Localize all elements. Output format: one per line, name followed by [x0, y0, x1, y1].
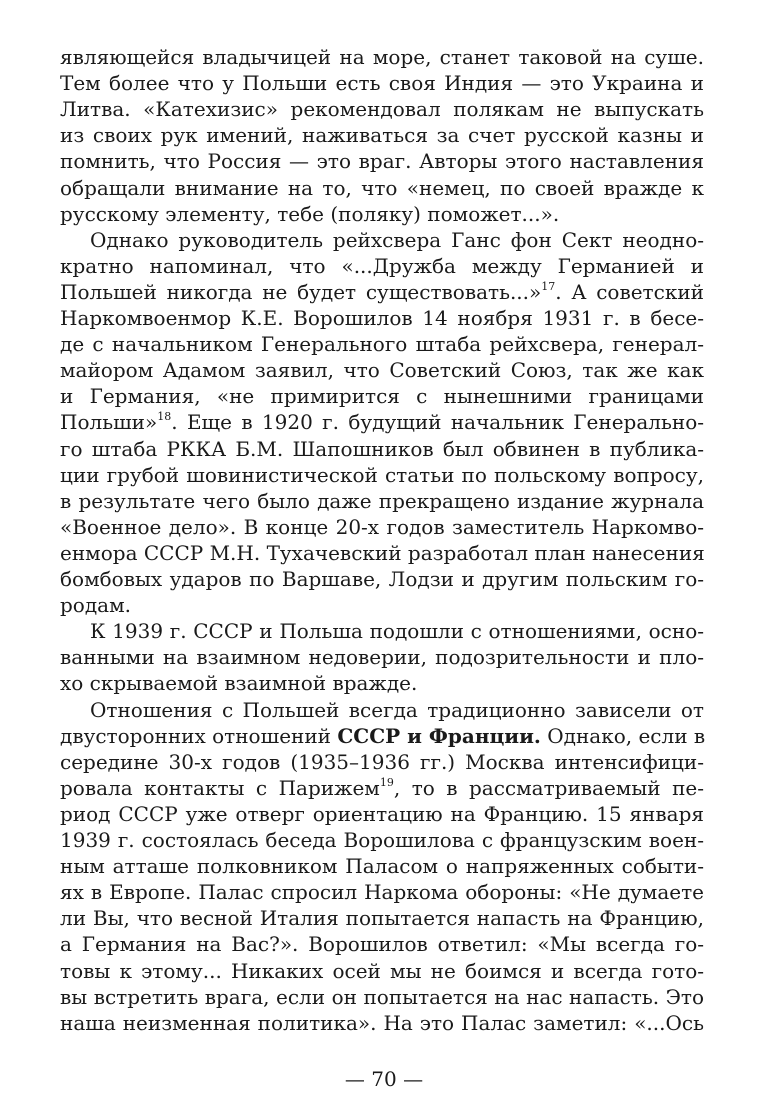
text-run: К 1939 г. СССР и Польша подошли с отношениями, осно-: [90, 619, 704, 644]
text-run: Польши»: [60, 410, 158, 435]
text-run: хо скрываемой взаимной вражде.: [60, 671, 418, 696]
footnote-ref: 17: [541, 279, 556, 293]
text-line: [60, 671, 704, 695]
text-run: наша неизменная политика». На это Палас заметил: «...Ось: [60, 1010, 704, 1035]
text-line: [60, 932, 704, 956]
text-line: [60, 828, 704, 852]
text-run: Наркомвоенмор К.Е. Ворошилов 14 ноября 1931 г. в бесе-: [60, 306, 704, 330]
text-run: . Еще в 1920 г. будущий начальник Генерально-: [171, 410, 704, 435]
text-run: ровала контакты с Парижем: [60, 775, 380, 800]
text-line: [60, 410, 704, 434]
text-run: являющейся владычицей на море, станет таковой на суше.: [60, 45, 704, 69]
text-run: бомбовых ударов по Варшаве, Лодзи и другим польским го-: [60, 567, 704, 591]
text-run: ванными на взаимном недоверии, подозрительности и пло-: [60, 645, 704, 670]
text-run: Польшей никогда не будет существовать...»: [60, 279, 542, 304]
text-run: товы к этому... Никаких осей мы не боимся и всегда гото-: [60, 958, 704, 983]
text-run: риод СССР уже отверг ориентацию на Францию. 15 января: [60, 801, 704, 826]
text-run: и Германия, «не примирится с нынешними границами: [60, 384, 704, 409]
text-run: 1939 г. состоялась беседа Ворошилова с французским воен-: [60, 828, 704, 852]
page-number: — 70 —: [344, 1067, 424, 1091]
text-line: [60, 149, 704, 173]
text-line: [60, 645, 704, 669]
text-run: обращали внимание на то, что «немец, по своей вражде к: [60, 175, 704, 200]
text-line: [60, 280, 704, 304]
text-run: Отношения с Польшей всегда традиционно зависели от: [90, 697, 704, 722]
text-run: енмора СССР М.Н. Тухачевский разработал план нанесения: [60, 540, 705, 565]
text-run: в результате чего было даже прекращено издание журнала: [60, 488, 704, 513]
text-line: [60, 959, 704, 983]
text-line: [60, 176, 704, 200]
text-line: [60, 97, 704, 121]
text-line: [60, 71, 704, 95]
text-run: Литва. «Катехизис» рекомендовал полякам не выпускать: [60, 97, 704, 122]
text-line: [60, 463, 704, 487]
text-line: [60, 332, 704, 356]
text-line: [60, 1011, 704, 1035]
text-run: русскому элементу, тебе (поляку) поможет...».: [60, 201, 560, 226]
text-run: помнить, что Россия — это враг. Авторы этого наставления: [60, 149, 704, 174]
text-line: [60, 802, 704, 826]
text-line: [60, 724, 704, 748]
text-line: [90, 619, 704, 643]
text-line: [60, 437, 704, 461]
text-line: [60, 567, 704, 591]
text-line: [90, 228, 704, 252]
text-run: ях в Европе. Палас спросил Наркома обороны: «Не думаете: [60, 880, 704, 905]
text-run: Тем более что у Польши есть своя Индия — это Украина и: [60, 71, 704, 96]
text-run: майором Адамом заявил, что Советский Союз, так же как: [60, 358, 704, 383]
text-run: Однако, если в: [540, 723, 706, 748]
text-run: Однако руководитель рейхсвера Ганс фон Сект неодно-: [90, 227, 704, 252]
text-line: [60, 306, 704, 330]
text-run: ции грубой шовинистической статьи по польскому вопросу,: [60, 462, 704, 487]
text-line: [90, 698, 704, 722]
text-run: , то в рассматриваемый пе-: [393, 775, 704, 800]
text-line: [60, 489, 704, 513]
text-line: [60, 906, 704, 930]
text-run: «Военное дело». В конце 20-х годов заместитель Наркомво-: [60, 514, 704, 539]
text-line: [60, 854, 704, 878]
text-line: [60, 254, 704, 278]
text-line: [60, 985, 704, 1009]
text-run: ли Вы, что весной Италия попытается напасть на Францию,: [60, 906, 704, 931]
text-run: вы встретить врага, если он попытается на нас напасть. Это: [60, 984, 704, 1009]
text-line: [60, 541, 704, 565]
text-run: кратно напоминал, что «...Дружба между Германией и: [60, 253, 704, 278]
text-run: родам.: [60, 593, 131, 618]
text-line: [60, 45, 704, 69]
footnote-ref: 19: [379, 775, 394, 789]
text-line: [60, 750, 704, 774]
text-run: двусторонних отношений: [60, 723, 338, 748]
text-run: середине 30-х годов (1935–1936 гг.) Москва интенсифици-: [60, 749, 704, 774]
text-run: го штаба РККА Б.М. Шапошников был обвинен в публика-: [60, 436, 704, 461]
text-line: [60, 515, 704, 539]
text-run: ным атташе полковником Паласом о напряженных событи-: [60, 854, 704, 879]
text-line: [60, 202, 704, 226]
text-run: де с начальником Генерального штаба рейхсвера, генерал-: [60, 332, 704, 357]
text-line: [60, 358, 704, 382]
text-run: а Германия на Вас?». Ворошилов ответил: «Мы всегда го-: [60, 932, 704, 957]
text-run: . А советский: [555, 279, 704, 304]
text-line: [60, 776, 704, 800]
text-run: из своих рук имений, наживаться за счет русской казны и: [60, 123, 704, 148]
text-line: [60, 593, 704, 617]
bold-text: СССР и Франции.: [337, 723, 541, 748]
text-line: [60, 384, 704, 408]
footnote-ref: 18: [157, 410, 172, 424]
text-line: [60, 123, 704, 147]
text-line: [60, 880, 704, 904]
